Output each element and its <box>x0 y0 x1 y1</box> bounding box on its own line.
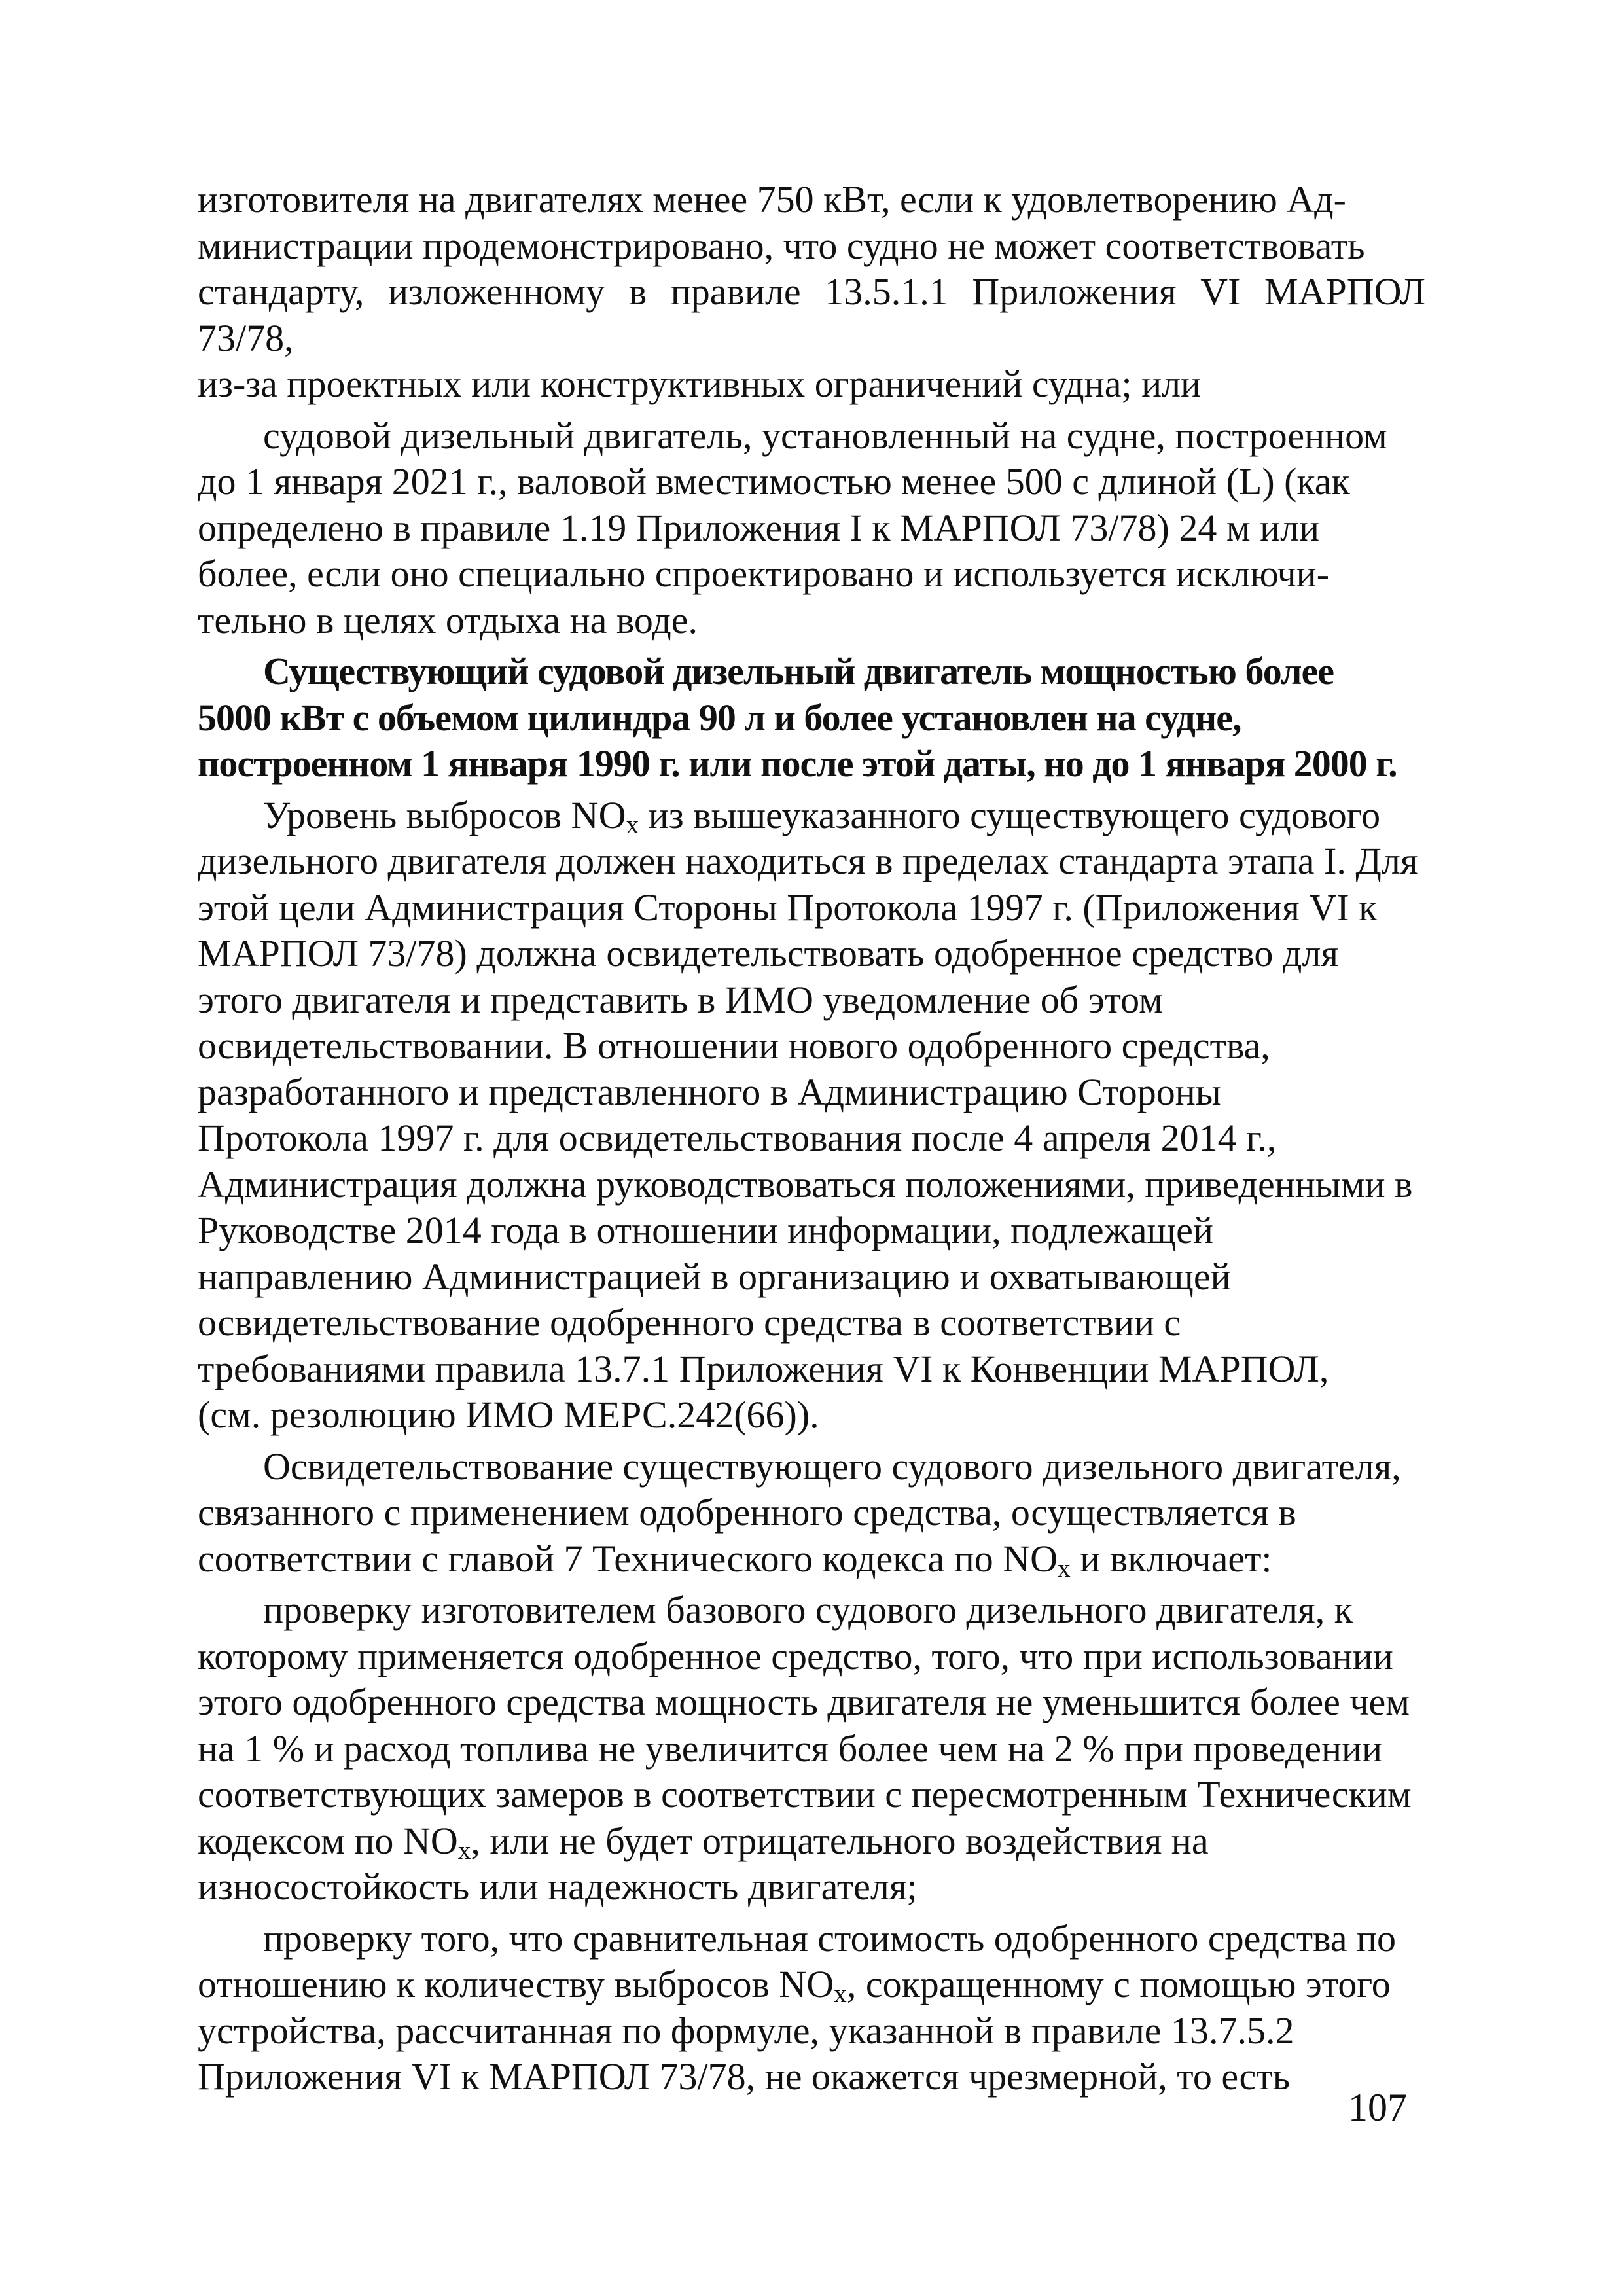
paragraph-cost-effectiveness-check: проверку того, что сравнительная стоимость одобренного средства по отношению к количеству выбросов $NO_x$, сокращенному с помощью этого устройства, рассчитанная по формуле, указанной в правиле 13.7.5.2 Приложения VI к МАРПОЛ 73/78, не окажется чрезмерной, то есть <box>198 1916 1397 2098</box>
paragraph-nox-emission-level: Уровень выбросов $NO_x$ из вышеуказанного существующего судового дизельного двигателя должен находиться в пределах стандарта этапа I. Для этой цели Администрация Стороны Протокола 1997 г. (Приложения VI к МАРПОЛ 73/78) должна освидетельствовать одобренное средство для этого двигателя и представить в ИМО уведомление об этом освидетельствовании. В отношении нового одобренного средства, разработанного и представленного в Администрацию Стороны Протокола 1997 г. для освидетельствования после 4 апреля 2014 г., Администрация должна руководствоваться положениями, приведенными в Руководстве 2014 года в отношении информации, подлежащей направлению Администрацией в организацию и охватывающей освидетельствование одобренного средства в соответствии с требованиями правила 13.7.1 Приложения VI к Конвенции МАРПОЛ, (см. резолюцию ИМО МЕРС.242(66)). <box>198 793 1418 1436</box>
paragraph-manufacturer-clause: изготовителя на двигателях менее 750 кВт, если к удовлетворению Ад- министрации продемонстрировано, что судно не может соответствовать стандарту, изложенному в правиле 13.5.1.1 Приложения VI МАРПОЛ 73/78, из-за проектных или конструктивных ограничений судна; или <box>198 178 1425 405</box>
paragraph-survey-procedure: Освидетельствование существующего судового дизельного двигателя, связанного с применением одобренного средства, осуществляется в соответствии с главой 7 Технического кодекса по $NO_x$ и включает: <box>198 1444 1401 1583</box>
section-heading-existing-engine: Существующий судовой дизельный двигатель мощностью более 5000 кВт с объемом цилиндра 90 л и более установлен на судне, построенном 1 января 1990 г. или после этой даты, но до 1 января 2000 г. <box>198 650 1397 785</box>
page-number: 107 <box>1348 2086 1407 2129</box>
document-body <box>198 177 1425 2100</box>
paragraph-manufacturer-verification: проверку изготовителем базового судового дизельного двигателя, к которому применяется одобренное средство, того, что при использовании этого одобренного средства мощность двигателя не уменьшится более чем на 1 % и расход топлива не увеличится более чем на 2 % при проведении соответствующих замеров в соответствии с пересмотренным Техническим кодексом по $NO_x$, или не будет отрицательного воздействия на износостойкость или надежность двигателя; <box>198 1588 1412 1908</box>
paragraph-leisure-vessel-clause: судовой дизельный двигатель, установленный на судне, построенном до 1 января 2021 г., валовой вместимостью менее 500 с длиной (L) (как определено в правиле 1.19 Приложения I к МАРПОЛ 73/78) 24 м или более, если оно специально спроектировано и используется исключи- тельно в целях отдыха на воде. <box>198 414 1387 641</box>
